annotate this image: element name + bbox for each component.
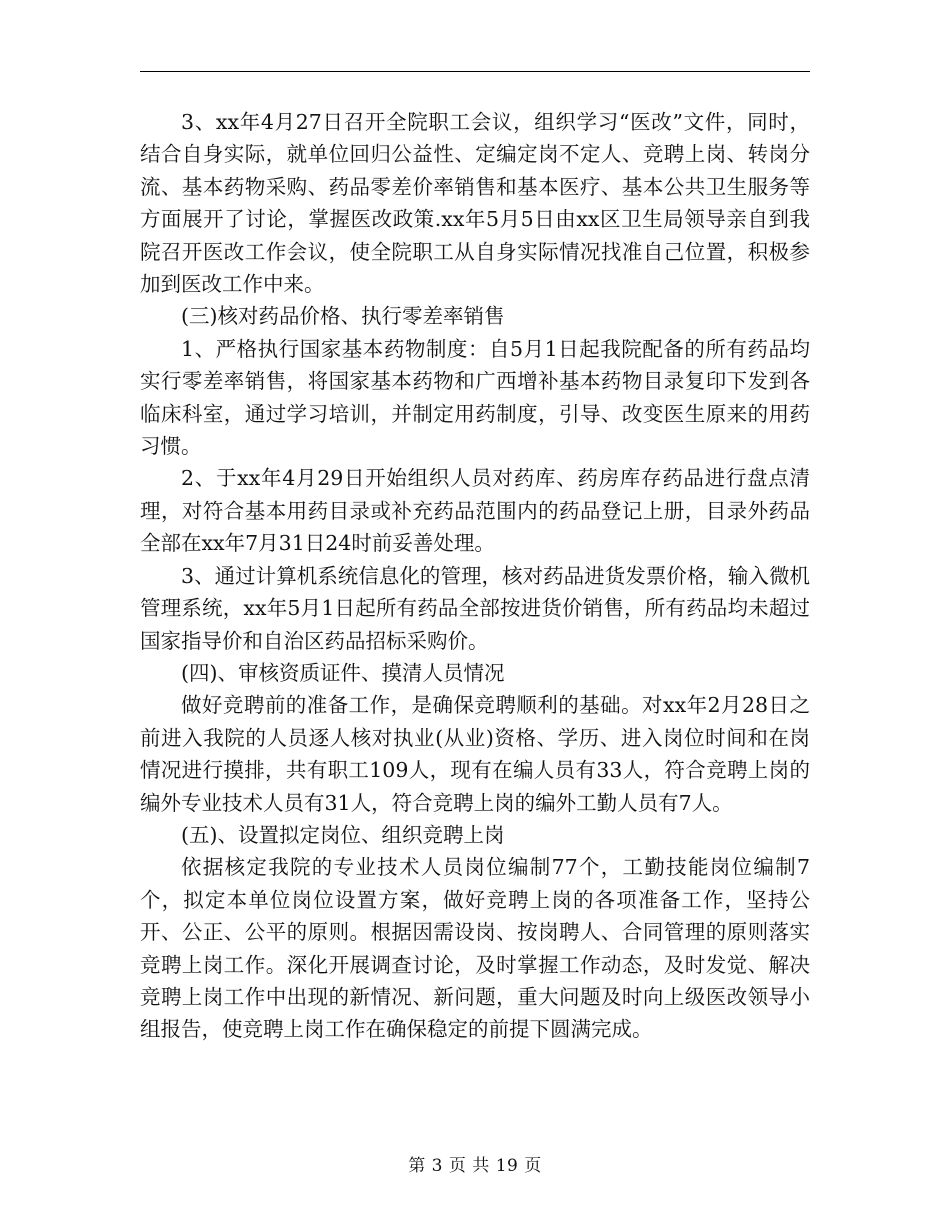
paragraph: 3、通过计算机系统信息化的管理，核对药品进货发票价格，输入微机管理系统，xx年5月1日起所有药品全部按进货价销售，所有药品均未超过国家指导价和自治区药品招标采购价。: [140, 563, 810, 653]
document-body: [140, 106, 810, 1046]
paragraph: 1、严格执行国家基本药物制度：自5月1日起我院配备的所有药品均实行零差率销售，将国家基本药物和广西增补基本药物目录复印下发到各临床科室，通过学习培训，并制定用药制度，引导、改变医生原来的用药习惯。: [140, 336, 810, 459]
paragraph: 3、xx年4月27日召开全院职工会议，组织学习“医改”文件，同时，结合自身实际，就单位回归公益性、定编定岗不定人、竞聘上岗、转岗分流、基本药物采购、药品零差价率销售和基本医疗、基本公共卫生服务等方面展开了讨论，掌握医改政策.xx年5月5日由xx区卫生局领导亲自到我院召开医改工作会议，使全院职工从自身实际情况找准自己位置，积极参加到医改工作中来。: [140, 110, 810, 297]
section-heading: (五)、设置拟定岗位、组织竞聘上岗: [181, 822, 505, 847]
header-rule: [140, 71, 810, 72]
paragraph: 依据核定我院的专业技术人员岗位编制77个，工勤技能岗位编制7个，拟定本单位岗位设置方案，做好竞聘上岗的各项准备工作，坚持公开、公正、公平的原则。根据因需设岗、按岗聘人、合同管理的原则落实竞聘上岗工作。深化开展调查讨论，及时掌握工作动态，及时发觉、解决竞聘上岗工作中出现的新情况、新问题，重大问题及时向上级医改领导小组报告，使竞聘上岗工作在确保稳定的前提下圆满完成。: [140, 855, 810, 1042]
section-heading: (四)、审核资质证件、摸清人员情况: [181, 660, 505, 685]
paragraph: 2、于xx年4月29日开始组织人员对药库、药房库存药品进行盘点清理，对符合基本用药目录或补充药品范围内的药品登记上册，目录外药品全部在xx年7月31日24时前妥善处理。: [140, 466, 810, 556]
paragraph: 做好竞聘前的准备工作，是确保竞聘顺利的基础。对xx年2月28日之前进入我院的人员逐人核对执业(从业)资格、学历、进入岗位时间和在岗情况进行摸排，共有职工109人，现有在编人员有33人，符合竞聘上岗的编外专业技术人员有31人，符合竞聘上岗的编外工勤人员有7人。: [140, 693, 810, 815]
section-heading: (三)核对药品价格、执行零差率销售: [181, 304, 505, 329]
page-number-footer: 第 3 页 共 19 页: [408, 1156, 542, 1176]
